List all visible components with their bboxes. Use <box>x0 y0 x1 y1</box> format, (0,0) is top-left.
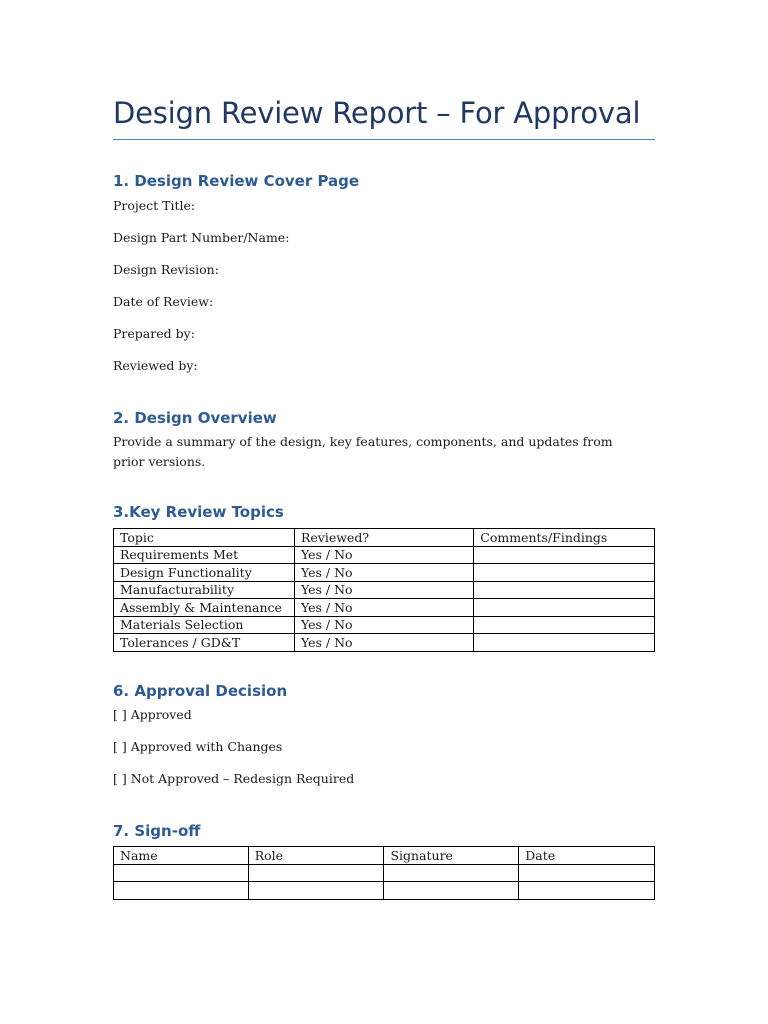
topics-table <box>113 528 655 652</box>
field-part-number: Design Part Number/Name: <box>113 230 290 245</box>
signoff-heading: 7. Sign-off <box>113 822 201 840</box>
reviewed-cell: Yes / No <box>294 634 473 652</box>
table-row <box>114 882 655 900</box>
header-cell: Reviewed? <box>294 529 473 547</box>
table-row <box>114 564 655 582</box>
topic-cell: Materials Selection <box>114 616 295 634</box>
reviewed-cell: Yes / No <box>294 564 473 582</box>
title-underline <box>113 139 655 140</box>
field-project-title: Project Title: <box>113 198 196 213</box>
document-title: Design Review Report – For Approval <box>113 96 641 130</box>
field-prepared-by: Prepared by: <box>113 326 195 341</box>
table-row <box>114 599 655 617</box>
comments-cell[interactable] <box>474 616 655 634</box>
approval-heading: 6. Approval Decision <box>113 682 288 700</box>
signature-cell[interactable] <box>384 864 519 882</box>
header-cell: Comments/Findings <box>474 529 655 547</box>
topic-cell: Tolerances / GD&T <box>114 634 295 652</box>
topics-heading: 3.Key Review Topics <box>113 503 284 521</box>
table-row <box>114 616 655 634</box>
table-row <box>114 634 655 652</box>
reviewed-cell: Yes / No <box>294 546 473 564</box>
topic-cell: Requirements Met <box>114 546 295 564</box>
topic-cell: Assembly & Maintenance <box>114 599 295 617</box>
table-row <box>114 546 655 564</box>
overview-text: Provide a summary of the design, key features, components, and updates from prior versions. <box>113 434 613 469</box>
approval-option-not-approved[interactable]: [ ] Not Approved – Redesign Required <box>113 771 355 786</box>
reviewed-cell: Yes / No <box>294 599 473 617</box>
cover-heading: 1. Design Review Cover Page <box>113 172 360 190</box>
signature-cell[interactable] <box>384 882 519 900</box>
comments-cell[interactable] <box>474 546 655 564</box>
header-cell: Signature <box>384 847 519 865</box>
topic-cell: Design Functionality <box>114 564 295 582</box>
reviewed-cell: Yes / No <box>294 581 473 599</box>
table-row <box>114 864 655 882</box>
role-cell[interactable] <box>248 864 384 882</box>
approval-option-approved[interactable]: [ ] Approved <box>113 707 192 722</box>
header-cell: Date <box>519 847 655 865</box>
name-cell[interactable] <box>114 882 249 900</box>
table-header-row <box>114 529 655 547</box>
overview-heading: 2. Design Overview <box>113 409 277 427</box>
comments-cell[interactable] <box>474 564 655 582</box>
comments-cell[interactable] <box>474 599 655 617</box>
approval-option-with-changes[interactable]: [ ] Approved with Changes <box>113 739 283 754</box>
name-cell[interactable] <box>114 864 249 882</box>
table-row <box>114 581 655 599</box>
comments-cell[interactable] <box>474 634 655 652</box>
table-header-row <box>114 847 655 865</box>
header-cell: Name <box>114 847 249 865</box>
field-date: Date of Review: <box>113 294 214 309</box>
header-cell: Topic <box>114 529 295 547</box>
role-cell[interactable] <box>248 882 384 900</box>
header-cell: Role <box>248 847 384 865</box>
date-cell[interactable] <box>519 864 655 882</box>
date-cell[interactable] <box>519 882 655 900</box>
field-revision: Design Revision: <box>113 262 219 277</box>
signoff-table <box>113 846 655 900</box>
comments-cell[interactable] <box>474 581 655 599</box>
reviewed-cell: Yes / No <box>294 616 473 634</box>
field-reviewed-by: Reviewed by: <box>113 358 198 373</box>
topic-cell: Manufacturability <box>114 581 295 599</box>
